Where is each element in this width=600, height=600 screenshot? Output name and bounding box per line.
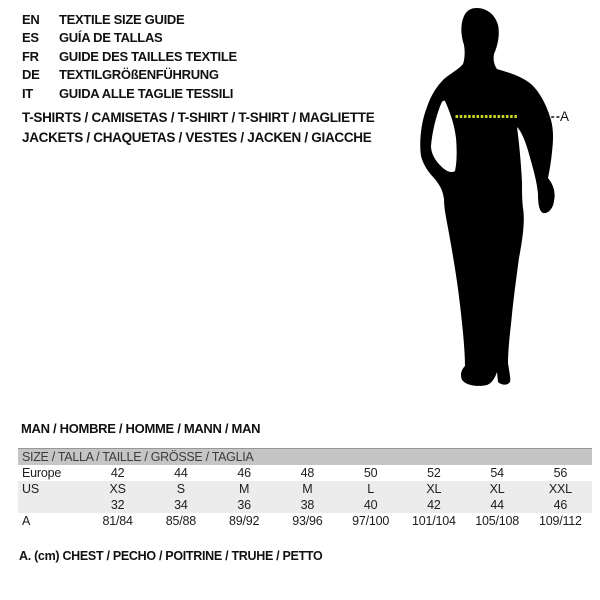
size-cell: 40 xyxy=(363,498,378,512)
language-code: EN xyxy=(22,12,40,27)
size-cell: 44 xyxy=(490,498,504,512)
size-cell: 97/100 xyxy=(352,514,390,528)
footnote-chest: A. (cm) CHEST / PECHO / POITRINE / TRUHE / PETTO xyxy=(19,549,323,563)
language-row xyxy=(22,29,237,47)
row-label: US xyxy=(22,482,39,496)
row-label: Europe xyxy=(22,466,62,480)
language-row xyxy=(22,11,237,29)
size-cell: 52 xyxy=(427,466,441,480)
size-cell: 56 xyxy=(553,466,568,480)
size-table-header: SIZE / TALLA / TAILLE / GRÖSSE / TAGLIA xyxy=(18,448,592,465)
size-table xyxy=(18,448,592,529)
table-row xyxy=(18,465,592,481)
size-cell: 42 xyxy=(110,466,125,480)
language-label: GUIDA ALLE TAGLIE TESSILI xyxy=(59,85,234,101)
table-row xyxy=(18,481,592,497)
size-cell: XL xyxy=(489,482,505,496)
size-cell: 42 xyxy=(427,498,441,512)
section-title-man: MAN / HOMBRE / HOMME / MANN / MAN xyxy=(21,421,261,436)
size-cell: XS xyxy=(109,482,126,496)
table-row xyxy=(18,497,592,513)
size-cell: XL xyxy=(426,482,442,496)
size-cell: 38 xyxy=(300,498,315,512)
size-cell: 85/88 xyxy=(165,514,197,528)
language-code: ES xyxy=(22,30,39,46)
size-table-grid xyxy=(18,465,592,529)
language-label: GUIDE DES TAILLES TEXTILE xyxy=(59,48,237,64)
language-label: GUÍA DE TALLAS xyxy=(59,30,163,46)
size-cell: L xyxy=(367,482,374,496)
man-silhouette-figure xyxy=(400,0,600,400)
size-cell: 50 xyxy=(363,466,378,480)
category-line-jackets: JACKETS / CHAQUETAS / VESTES / JACKEN / GIACCHE xyxy=(22,129,372,145)
man-silhouette-path xyxy=(420,8,554,386)
language-guide-list xyxy=(22,11,237,103)
size-cell: 48 xyxy=(300,466,315,480)
size-cell: 54 xyxy=(490,466,504,480)
size-cell: M xyxy=(302,482,313,496)
size-cell: 105/108 xyxy=(475,514,520,528)
size-cell: S xyxy=(176,482,185,496)
size-cell: 93/96 xyxy=(292,514,323,528)
category-lines xyxy=(22,108,374,147)
size-cell: 44 xyxy=(174,466,188,480)
language-row xyxy=(22,85,237,103)
language-label: TEXTILGRÖßENFÜHRUNG xyxy=(59,67,219,83)
language-label: TEXTILE SIZE GUIDE xyxy=(59,12,185,27)
size-cell: 36 xyxy=(237,498,251,512)
size-cell: 81/84 xyxy=(102,514,133,528)
row-label: A xyxy=(22,514,31,528)
row-label xyxy=(18,497,86,513)
size-cell: 89/92 xyxy=(228,514,260,528)
language-row xyxy=(22,48,237,66)
size-cell: 34 xyxy=(174,498,188,512)
measurement-label-a: A xyxy=(560,109,570,124)
size-cell: 109/112 xyxy=(538,514,582,528)
size-cell: XXL xyxy=(548,482,572,496)
language-code: IT xyxy=(22,85,33,101)
size-cell: M xyxy=(239,482,250,496)
language-code: FR xyxy=(22,48,39,64)
category-line-tshirts: T-SHIRTS / CAMISETAS / T-SHIRT / T-SHIRT / MAGLIETTE xyxy=(22,110,375,125)
language-code: DE xyxy=(22,67,40,83)
size-cell: 32 xyxy=(110,498,125,512)
size-cell: 46 xyxy=(237,466,251,480)
size-cell: 101/104 xyxy=(411,514,456,528)
man-silhouette-svg xyxy=(400,0,600,400)
size-cell: 46 xyxy=(553,498,568,512)
size-table-body xyxy=(18,465,592,529)
table-row xyxy=(18,513,592,529)
language-row xyxy=(22,66,237,84)
